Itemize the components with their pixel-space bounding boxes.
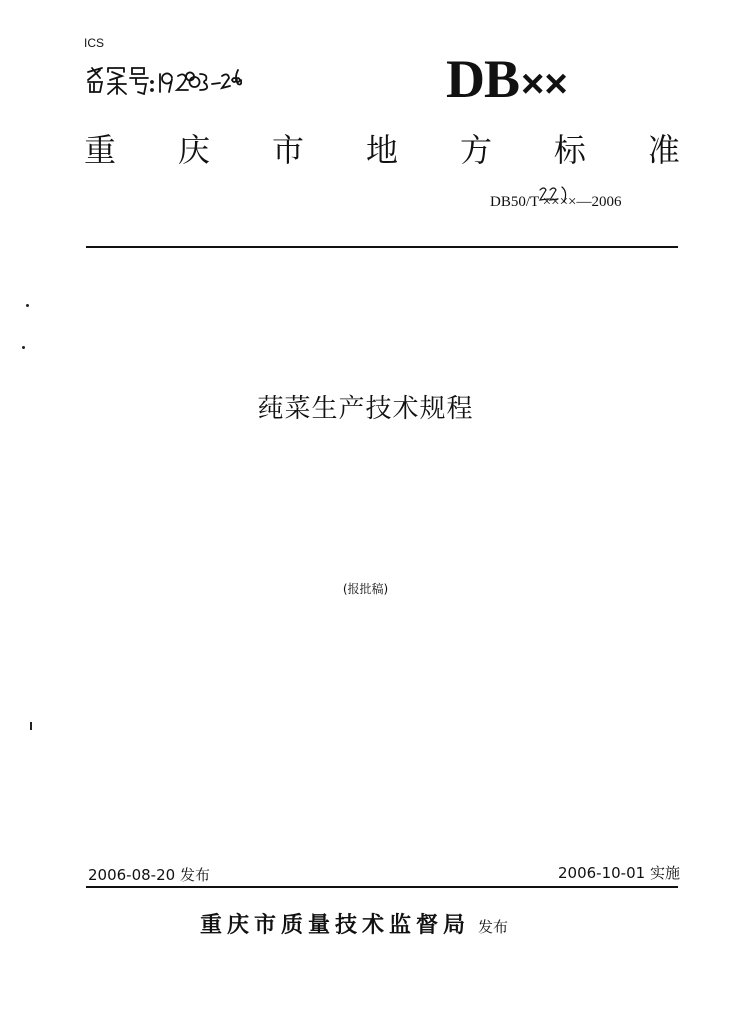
handwritten-standard-number-drawing (538, 184, 578, 204)
handwritten-record-number-drawing (82, 62, 242, 98)
standard-number: DB50/T ××××—2006 (490, 194, 622, 210)
standard-category-title (84, 130, 680, 170)
issuer (200, 908, 508, 939)
scan-speck (22, 346, 25, 349)
draft-note: (报批稿) (342, 582, 389, 596)
db-suffix: ×× (521, 62, 568, 106)
title-char: 庆 (177, 131, 210, 169)
title-char: 准 (647, 131, 680, 169)
footer-divider (86, 886, 678, 888)
title-char: 标 (553, 131, 586, 169)
ics-label: ICS (84, 36, 105, 50)
title-char: 重 (84, 131, 117, 169)
header-divider (86, 246, 678, 248)
scan-speck (30, 722, 32, 730)
db-letters: DB (446, 49, 520, 109)
title-char: 地 (365, 131, 398, 169)
db-badge (446, 49, 568, 109)
title-char: 市 (271, 131, 304, 169)
issuer-name: 重庆市质量技术监督局 (200, 913, 471, 938)
scan-speck (26, 304, 29, 307)
title-char: 方 (459, 131, 492, 169)
document-title: 莼菜生产技术规程 (257, 394, 474, 424)
implement-date: 2006-10-01 实施 (558, 864, 680, 882)
issuer-suffix: 发布 (478, 918, 509, 936)
handwritten-standard-number (538, 184, 578, 204)
handwritten-record-number (82, 62, 242, 98)
publish-date: 2006-08-20 发布 (88, 866, 210, 884)
